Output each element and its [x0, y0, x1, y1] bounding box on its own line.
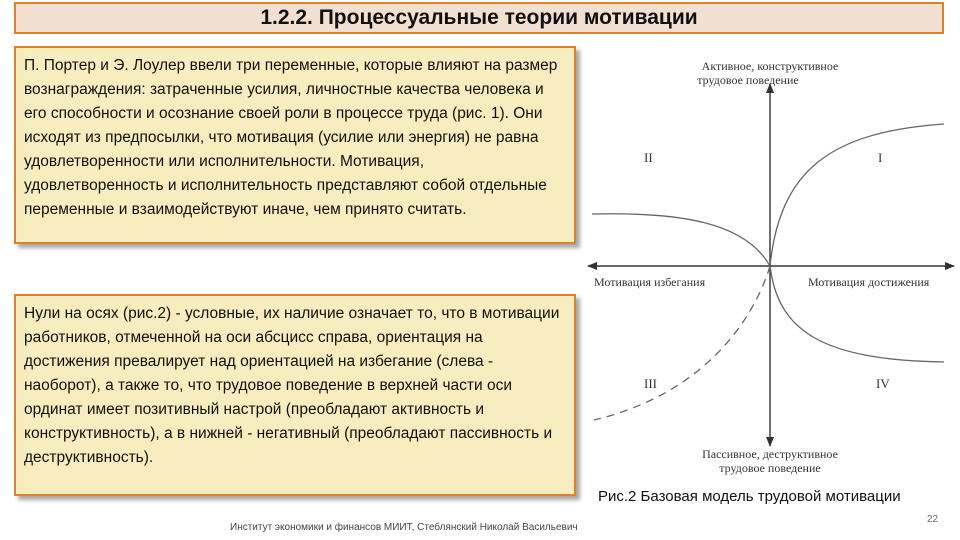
quadrant-label-2: II — [644, 150, 653, 165]
slide-title: 1.2.2. Процессуальные теории мотивации — [14, 2, 944, 34]
quadrant-label-4: IV — [876, 376, 890, 391]
curve-solid-upper — [770, 124, 944, 266]
page-number: 22 — [927, 514, 939, 525]
top-label-line1: Активное, конструктивное — [701, 59, 839, 73]
footer-text: Институт экономики и финансов МИИТ, Стеблянский Николай Васильевич — [230, 522, 578, 533]
bottom-label-line1: Пассивное, деструктивное — [702, 447, 838, 461]
bottom-label-line2: трудовое поведение — [719, 461, 821, 475]
top-label-line2-visible: трудовое поведение — [697, 73, 799, 87]
right-axis-label: Мотивация достижения — [808, 275, 930, 289]
quadrant-label-1: I — [878, 150, 883, 165]
quadrant-label-3: III — [644, 376, 657, 391]
figure-caption: Рис.2 Базовая модель трудовой мотивации — [598, 488, 901, 505]
curve-solid-left — [592, 214, 770, 266]
paragraph-porter-lawler: П. Портер и Э. Лоулер ввели три переменные, которые влияют на размер вознаграждения: затраченные усилия, личностные качества человека и его способности и осознание своей роли в процессе труда (рис. 1). Они исходят из предпосылки, что мотивация (усилие или энергия) не равна удовлетворенности или исполнительности. Мотивация, удовлетворенность и исполнительность представляют собой отдельные переменные и взаимодействуют иначе, чем принято считать. — [24, 57, 558, 218]
curve-dashed — [594, 266, 770, 420]
left-axis-label: Мотивация избегания — [594, 275, 706, 289]
paragraph-axes-zeros: Нули на осях (рис.2) - условные, их наличие означает то, что в мотивации работников, отмеченной на оси абсцисс справа, ориентация на достижения превалирует над ориентацией на избегание (слева - наоборот), а также то, что трудовое поведение в верхней части оси ординат имеет позитивный настрой (преобладают активность и конструктивность), а в нижней - негативный (преобладают пассивность и деструктивность). — [24, 305, 560, 466]
